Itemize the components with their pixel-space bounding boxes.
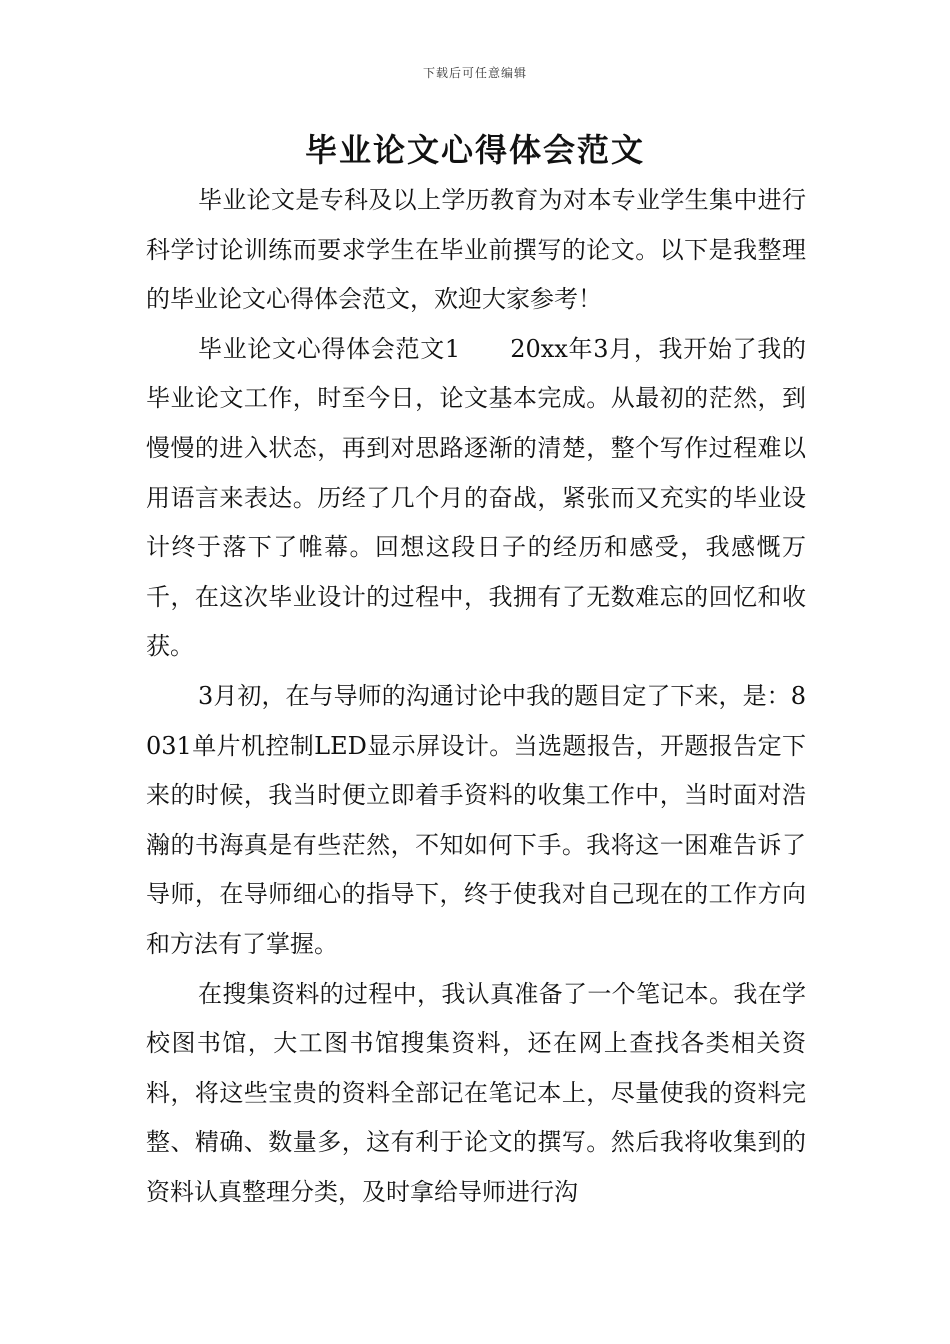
document-body <box>146 176 806 1217</box>
document-title: 毕业论文心得体会范文 <box>304 131 645 169</box>
paragraph-march: 3月初，在与导师的沟通讨论中我的题目定了下来，是：8031单片机控制LED显示屏设计。当选题报告，开题报告定下来的时候，我当时便立即着手资料的收集工作中，当时面对浩瀚的书海真是有些茫然，不知如何下手。我将这一困难告诉了导师，在导师细心的指导下，终于使我对自己现在的工作方向和方法有了掌握。 <box>146 681 806 958</box>
paragraph-essay-1: 毕业论文心得体会范文1 20xx年3月，我开始了我的毕业论文工作，时至今日，论文基本完成。从最初的茫然，到慢慢的进入状态，再到对思路逐渐的清楚，整个写作过程难以用语言来表达。历经了几个月的奋战，紧张而又充实的毕业设计终于落下了帷幕。回想这段日子的经历和感受，我感慨万千，在这次毕业设计的过程中，我拥有了无数难忘的回忆和收获。 <box>146 334 806 661</box>
header-note: 下载后可任意编辑 <box>422 66 527 80</box>
paragraph-research: 在搜集资料的过程中，我认真准备了一个笔记本。我在学校图书馆，大工图书馆搜集资料，还在网上查找各类相关资料，将这些宝贵的资料全部记在笔记本上，尽量使我的资料完整、精确、数量多，这有利于论文的撰写。然后我将收集到的资料认真整理分类，及时拿给导师进行沟 <box>146 979 806 1206</box>
paragraph-intro: 毕业论文是专科及以上学历教育为对本专业学生集中进行科学讨论训练而要求学生在毕业前撰写的论文。以下是我整理的毕业论文心得体会范文，欢迎大家参考！ <box>146 186 806 314</box>
